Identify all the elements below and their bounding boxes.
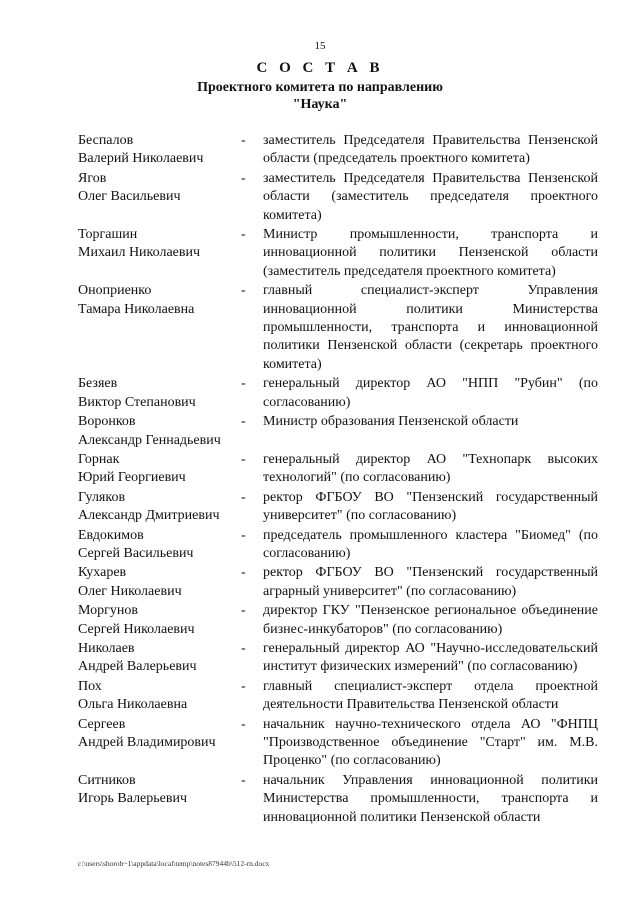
member-role: ректор ФГБОУ ВО "Пензенский государственный университет" (по согласованию) [263,489,598,524]
member-surname: Ягов [78,170,107,186]
member-surname: Оноприенко [78,283,152,299]
member-role: генеральный директор АО "Научно-исследовательский институт физических измерений" (по согласованию) [263,640,598,675]
member-surname: Пох [78,678,102,694]
committee-member-row [78,772,598,827]
member-given-names: Олег Николаевич [78,583,182,599]
member-role: генеральный директор АО "НПП "Рубин" (по согласованию) [263,376,598,410]
member-dash: - [241,451,246,467]
member-surname: Ситников [78,772,136,788]
member-role: заместитель Председателя Правительства Пензенской области (заместитель председателя проектного комитета) [263,170,598,223]
committee-member-row [78,451,598,488]
member-surname: Горнак [78,451,120,467]
member-given-names: Тамара Николаевна [78,301,195,317]
member-surname: Воронков [78,414,136,430]
member-surname: Моргунов [78,603,138,619]
member-name [78,375,238,412]
member-name [78,602,238,639]
file-path-footer: c:\users\shorob~1\appdata\local\temp\notes87944b\512-rn.docx [78,859,270,868]
member-surname: Николаев [78,640,135,656]
committee-member-row [78,170,598,225]
member-given-names: Александр Дмитриевич [78,508,220,524]
member-given-names: Михаил Николаевич [78,245,201,261]
member-given-names: Олег Васильевич [78,189,181,205]
committee-member-row [78,640,598,677]
member-dash: - [241,283,246,299]
committee-member-row [78,282,598,374]
committee-member-row [78,716,598,771]
member-name [78,226,238,281]
committee-member-row [78,132,598,169]
member-name [78,527,238,564]
member-dash: - [241,678,246,694]
member-given-names: Валерий Николаевич [78,151,204,167]
member-role: директор ГКУ "Пензенское региональное объединение бизнес-инкубаторов" (по согласованию) [263,603,598,637]
member-surname: Гуляков [78,489,126,505]
member-surname: Сергеев [78,716,126,732]
member-given-names: Виктор Степанович [78,394,196,410]
member-role: начальник научно-технического отдела АО "ФНПЦ "Производственное объединение "Старт" им. М.В. Проценко" (по согласованию) [263,716,598,769]
member-surname: Безяев [78,376,118,392]
member-given-names: Игорь Валерьевич [78,791,188,807]
member-given-names: Андрей Валерьевич [78,659,197,675]
member-name [78,564,238,601]
member-dash: - [241,376,246,392]
member-role: главный специалист-эксперт отдела проектной деятельности Правительства Пензенской области [263,678,598,713]
member-surname: Торгашин [78,227,138,243]
member-dash: - [241,170,246,186]
member-dash: - [241,716,246,732]
member-dash: - [241,565,246,581]
member-name [78,772,238,827]
committee-member-row [78,564,598,601]
page-number: 15 [314,40,326,52]
member-role: Министр образования Пензенской области [263,414,519,430]
member-name [78,489,238,526]
member-dash: - [241,227,246,243]
member-given-names: Сергей Васильевич [78,545,194,561]
member-given-names: Ольга Николаевна [78,697,188,713]
committee-member-row [78,527,598,564]
member-dash: - [241,772,246,788]
member-given-names: Александр Геннадьевич [78,432,221,448]
member-role: начальник Управления инновационной политики Министерства промышленности, транспорта и инновационной политики Пензенской области [263,772,598,825]
member-surname: Евдокимов [78,527,144,543]
committee-member-row [78,678,598,715]
subtitle-line-1: Проектного комитета по направлению [197,80,443,95]
member-surname: Кухарев [78,565,127,581]
committee-member-row [78,375,598,412]
member-surname: Беспалов [78,133,134,148]
subtitle-line-2: "Наука" [292,97,348,112]
committee-member-row [78,602,598,639]
document-subtitle [0,79,640,113]
member-dash: - [241,414,246,430]
member-name [78,451,238,488]
member-given-names: Андрей Владимирович [78,735,216,750]
member-role: председатель промышленного кластера "Биомед" (по согласованию) [263,527,598,561]
member-role: ректор ФГБОУ ВО "Пензенский государственный аграрный университет" (по согласованию) [263,565,598,599]
member-name [78,716,238,771]
member-name [78,282,238,374]
committee-member-list [78,132,598,828]
committee-member-row [78,226,598,281]
member-name [78,132,238,169]
member-name [78,413,238,450]
member-dash: - [241,133,246,148]
member-dash: - [241,527,246,543]
member-role: заместитель Председателя Правительства Пензенской области (председатель проектного комитета) [263,133,598,167]
member-role: Министр промышленности, транспорта и инновационной политики Пензенской области (заместитель председателя проектного комитета) [263,227,598,279]
member-dash: - [241,603,246,619]
member-name [78,170,238,225]
member-given-names: Сергей Николаевич [78,621,195,637]
document-title: С О С Т А В [256,60,384,76]
member-given-names: Юрий Георгиевич [78,470,186,486]
member-name [78,678,238,715]
member-dash: - [241,640,246,656]
member-role: главный специалист-эксперт Управления инновационной политики Министерства промышленности, транспорта и инновационной политики Пензенской области (секретарь проектного комитета) [263,283,598,372]
committee-member-row [78,489,598,526]
member-dash: - [241,489,246,505]
member-role: генеральный директор АО "Технопарк высоких технологий" (по согласованию) [263,451,598,486]
member-name [78,640,238,677]
committee-member-row [78,413,598,450]
